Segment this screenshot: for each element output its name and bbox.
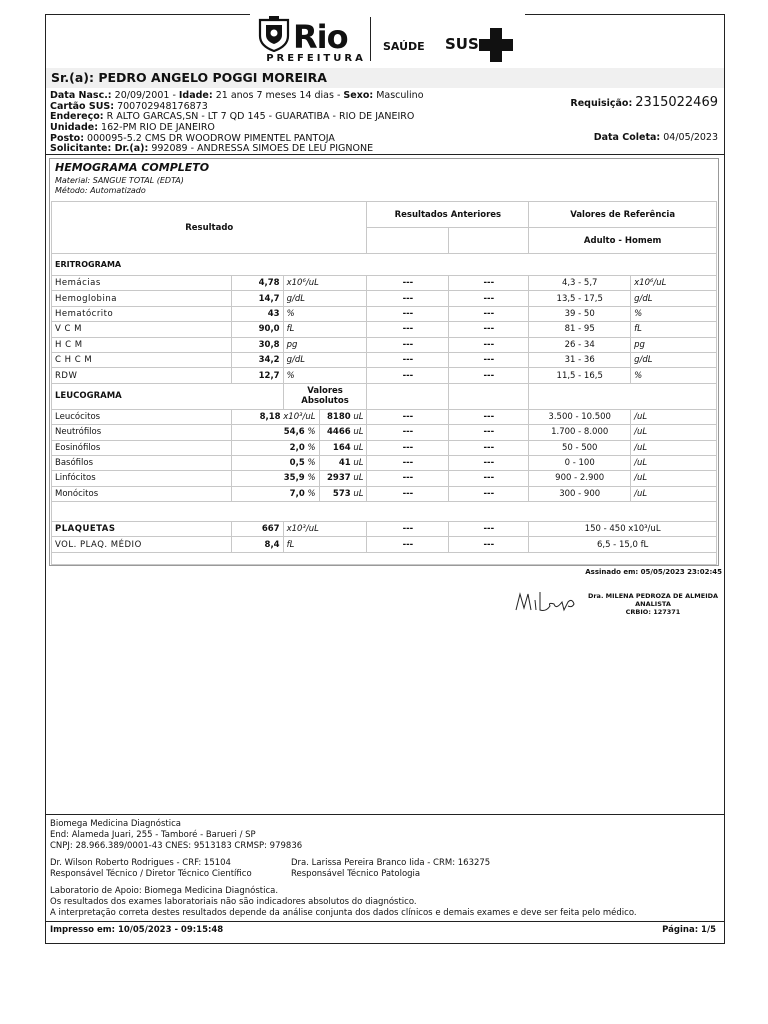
prev-result-1: --- (367, 409, 449, 424)
test-value: 90,0 (231, 322, 283, 337)
leucograma-header-row (52, 383, 717, 409)
ref-range: 50 - 500 (529, 440, 631, 455)
test-unit: % (307, 442, 316, 453)
test-unit: pg (283, 337, 367, 352)
leuco-prev-1-blank (367, 383, 449, 409)
test-value: 2,0 (289, 442, 305, 453)
footer-lab: Biomega Medicina Diagnóstica (50, 819, 181, 829)
footer-resp2-role: Responsável Técnico Patologia (291, 869, 421, 879)
ref-range: 81 - 95 (529, 322, 631, 337)
eritro-row (52, 337, 717, 352)
patient-name-label: Sr.(a): (51, 70, 94, 85)
sus-cross-icon (479, 28, 513, 62)
eritro-row (52, 322, 717, 337)
test-value: 8,18 (259, 411, 281, 422)
exam-material: Material: SANGUE TOTAL (EDTA) (55, 176, 184, 185)
ref-range: 150 - 450 x10³/uL (529, 522, 717, 537)
test-unit: x10³/uL (283, 522, 367, 537)
test-unit: % (307, 473, 316, 484)
col-referencia-header: Valores de Referência (529, 202, 717, 228)
endereco-label: Endereço: (50, 111, 104, 122)
test-value-cell (231, 486, 319, 501)
signatory-block (586, 592, 720, 616)
abs-value: 4466 (326, 427, 351, 438)
results-table (51, 201, 717, 565)
ref-group: Adulto - Homem (529, 228, 717, 254)
test-name: Hemácias (52, 276, 232, 291)
data-nasc-label: Data Nasc.: (50, 90, 112, 101)
footer-note1: Os resultados dos exames laboratoriais não são indicadores absolutos do diagnóstico. (50, 897, 417, 907)
prev-result-2: --- (449, 440, 529, 455)
sexo-value: Masculino (376, 90, 424, 101)
page-number: Página: 1/5 (662, 925, 716, 935)
plaq-row (52, 537, 717, 552)
idade-label: Idade: (178, 90, 213, 101)
ref-unit: /uL (631, 425, 717, 440)
test-unit: % (283, 306, 367, 321)
prev-result-1: --- (367, 455, 449, 470)
eritro-row (52, 352, 717, 367)
footer-resp1: Dr. Wilson Roberto Rodrigues - CRF: 15104 (50, 858, 231, 868)
signatory-name: Dra. MILENA PEDROZA DE ALMEIDA (587, 592, 719, 600)
ref-unit: g/dL (631, 352, 717, 367)
prev-result-2: --- (449, 471, 529, 486)
test-name: C H C M (52, 352, 232, 367)
exam-title: HEMOGRAMA COMPLETO (55, 161, 210, 174)
leuco-row (52, 486, 717, 501)
prev-col-2 (449, 228, 529, 254)
ref-unit: /uL (631, 409, 717, 424)
test-unit: fL (283, 322, 367, 337)
eritro-row (52, 368, 717, 383)
prev-result-1: --- (367, 322, 449, 337)
prev-result-2: --- (449, 425, 529, 440)
test-value: 4,78 (231, 276, 283, 291)
ref-unit: fL (631, 322, 717, 337)
test-value: 34,2 (231, 352, 283, 367)
prev-result-2: --- (449, 486, 529, 501)
patient-name: PEDRO ANGELO POGGI MOREIRA (98, 70, 327, 85)
test-value-cell (231, 455, 319, 470)
ref-unit: g/dL (631, 291, 717, 306)
ref-range: 6,5 - 15,0 fL (529, 537, 717, 552)
coleta-label: Data Coleta: (593, 132, 661, 143)
ref-unit: % (631, 306, 717, 321)
eritro-row (52, 306, 717, 321)
test-unit: fL (283, 537, 367, 552)
spacer-cell (52, 502, 717, 522)
ref-unit: x10⁶/uL (631, 276, 717, 291)
end-row (52, 552, 717, 564)
test-value: 35,9 (283, 473, 305, 484)
sexo-label: Sexo: (343, 90, 374, 101)
solicitante-label: Solicitante: Dr.(a): (50, 143, 149, 154)
prev-result-2: --- (449, 337, 529, 352)
abs-unit: uL (353, 458, 364, 469)
test-value: 14,7 (231, 291, 283, 306)
abs-unit: uL (353, 488, 364, 499)
prev-result-2: --- (449, 291, 529, 306)
test-name: Basófilos (52, 455, 232, 470)
signatory-crbio: CRBIO: 127371 (625, 608, 681, 616)
leuco-row (52, 409, 717, 424)
test-value: 8,4 (231, 537, 283, 552)
test-name: Neutrófilos (52, 425, 232, 440)
leucograma-title: LEUCOGRAMA (52, 383, 284, 409)
abs-value-cell (319, 471, 367, 486)
posto-value: 000095-5.2 CMS DR WOODROW PIMENTEL PANTOJA (87, 133, 335, 144)
abs-value-cell (319, 455, 367, 470)
abs-unit: uL (353, 411, 364, 422)
prev-result-2: --- (449, 306, 529, 321)
test-value: 43 (231, 306, 283, 321)
ref-unit: % (631, 368, 717, 383)
solicitante-value: 992089 - ANDRESSA SIMOES DE LEU PIGNONE (151, 143, 374, 154)
test-unit: g/dL (283, 352, 367, 367)
abs-value-cell (319, 486, 367, 501)
prev-result-1: --- (367, 352, 449, 367)
test-unit: % (307, 488, 316, 499)
test-value: 30,8 (231, 337, 283, 352)
data-nasc-value: 20/09/2001 (114, 90, 170, 101)
end-cell (52, 552, 717, 564)
leuco-row (52, 425, 717, 440)
abs-value-cell (319, 440, 367, 455)
requisicao (570, 95, 718, 110)
ref-range: 26 - 34 (529, 337, 631, 352)
ref-range: 900 - 2.900 (529, 471, 631, 486)
sus-wordmark: SUS (445, 35, 479, 53)
test-name: Hemoglobina (52, 291, 232, 306)
test-value-cell (231, 425, 319, 440)
unidade-value: 162-PM RIO DE JANEIRO (101, 122, 215, 133)
abs-value-cell (319, 409, 367, 424)
test-value: 12,7 (231, 368, 283, 383)
prev-result-2: --- (449, 276, 529, 291)
signed-at: Assinado em: 05/05/2023 23:02:45 (585, 568, 722, 576)
plaq-row (52, 522, 717, 537)
leuco-row (52, 455, 717, 470)
test-name: Linfócitos (52, 471, 232, 486)
leuco-ref-blank (529, 383, 717, 409)
prev-result-2: --- (449, 537, 529, 552)
test-name: Monócitos (52, 486, 232, 501)
cartao-label: Cartão SUS: (50, 101, 115, 112)
abs-value: 164 (332, 442, 351, 453)
prev-result-2: --- (449, 352, 529, 367)
test-name: Leucócitos (52, 409, 232, 424)
abs-value: 573 (332, 488, 351, 499)
data-coleta (594, 132, 718, 143)
prev-result-1: --- (367, 522, 449, 537)
prev-result-1: --- (367, 440, 449, 455)
ref-range: 4,3 - 5,7 (529, 276, 631, 291)
ref-unit: pg (631, 337, 717, 352)
prev-result-1: --- (367, 291, 449, 306)
test-value: 7,0 (289, 488, 305, 499)
endereco-value: R ALTO GARCAS,SN - LT 7 QD 145 - GUARATIBA - RIO DE JANEIRO (106, 111, 415, 122)
test-value: 667 (231, 522, 283, 537)
col-anteriores-header: Resultados Anteriores (367, 202, 529, 228)
ref-unit: /uL (631, 471, 717, 486)
logo-divider (370, 17, 371, 61)
handwritten-signature (512, 588, 582, 618)
requisicao-label: Requisição: (570, 98, 633, 109)
test-unit: % (307, 458, 316, 469)
spacer-row (52, 502, 717, 522)
ref-range: 13,5 - 17,5 (529, 291, 631, 306)
prev-result-2: --- (449, 455, 529, 470)
test-unit: x10⁶/uL (283, 276, 367, 291)
requisicao-number: 2315022469 (635, 95, 718, 110)
exam-metodo: Método: Automatizado (55, 186, 146, 195)
prev-result-1: --- (367, 337, 449, 352)
prev-result-1: --- (367, 368, 449, 383)
cartao-value: 700702948176873 (117, 101, 208, 112)
test-unit: % (283, 368, 367, 383)
header-rule (46, 154, 724, 155)
footer-cnpj: CNPJ: 28.966.389/0001-43 CNES: 9513183 CRMSP: 979836 (50, 841, 303, 851)
patient-birth-line: Data Nasc.: 20/09/2001 - Idade: 21 anos 7 meses 14 dias - Sexo: Masculino (50, 90, 424, 101)
leuco-prev-2-blank (449, 383, 529, 409)
ref-range: 31 - 36 (529, 352, 631, 367)
eritro-row (52, 276, 717, 291)
prev-result-1: --- (367, 537, 449, 552)
prev-result-2: --- (449, 409, 529, 424)
prev-result-2: --- (449, 322, 529, 337)
test-name: RDW (52, 368, 232, 383)
footer-address: End: Alameda Juari, 255 - Tamboré - Barueri / SP (50, 830, 256, 840)
abs-value: 2937 (326, 473, 351, 484)
abs-unit: uL (353, 427, 364, 438)
ref-unit: /uL (631, 486, 717, 501)
test-name: Hematócrito (52, 306, 232, 321)
test-name: Eosinófilos (52, 440, 232, 455)
endereco-line (50, 111, 414, 122)
prev-col-1 (367, 228, 449, 254)
abs-value: 41 (338, 458, 351, 469)
idade-value: 21 anos 7 meses 14 dias (215, 90, 334, 101)
test-value: 54,6 (283, 427, 305, 438)
signatory-role: ANALISTA (635, 600, 671, 608)
posto-label: Posto: (50, 133, 85, 144)
eritrograma-title: ERITROGRAMA (52, 254, 717, 276)
test-name: V C M (52, 322, 232, 337)
patient-name-bar (46, 68, 724, 88)
unidade-line (50, 122, 215, 133)
solicitante-line (50, 143, 373, 154)
valores-absolutos-header: Valores Absolutos (283, 383, 367, 409)
saude-wordmark: SAÚDE (383, 40, 425, 53)
prefeitura-wordmark: PREFEITURA (266, 53, 366, 64)
test-value-cell (231, 440, 319, 455)
footer-resp2: Dra. Larissa Pereira Branco Iida - CRM: 163275 (291, 858, 491, 868)
ref-unit: /uL (631, 440, 717, 455)
header-logos (255, 14, 525, 70)
test-name: VOL. PLAQ. MÉDIO (52, 537, 232, 552)
ref-unit: /uL (631, 455, 717, 470)
abs-unit: uL (353, 473, 364, 484)
rio-wordmark: Rio (293, 18, 348, 56)
rio-coat-of-arms-icon (257, 16, 291, 52)
coleta-value: 04/05/2023 (663, 132, 718, 143)
footer-resp1-role: Responsável Técnico / Diretor Técnico Científico (50, 869, 252, 879)
test-name: PLAQUETAS (52, 522, 232, 537)
abs-value-cell (319, 425, 367, 440)
ref-range: 1.700 - 8.000 (529, 425, 631, 440)
test-unit: % (307, 427, 316, 438)
prev-result-1: --- (367, 486, 449, 501)
ref-range: 300 - 900 (529, 486, 631, 501)
eritro-row (52, 291, 717, 306)
prev-result-1: --- (367, 471, 449, 486)
leuco-row (52, 440, 717, 455)
test-name: H C M (52, 337, 232, 352)
abs-unit: uL (353, 442, 364, 453)
test-value: 0,5 (289, 458, 305, 469)
prev-result-1: --- (367, 276, 449, 291)
footer-apoio: Laboratorio de Apoio: Biomega Medicina Diagnóstica. (50, 886, 279, 896)
prev-result-2: --- (449, 368, 529, 383)
footer-note2: A interpretação correta destes resultados depende da análise conjunta dos dados clínicos e demais exames e deve ser feita pelo médico. (50, 908, 637, 918)
col-resultado-header: Resultado (52, 202, 367, 254)
ref-range: 11,5 - 16,5 (529, 368, 631, 383)
prev-result-1: --- (367, 425, 449, 440)
prev-result-1: --- (367, 306, 449, 321)
abs-value: 8180 (326, 411, 351, 422)
test-unit: x10³/uL (283, 411, 316, 422)
ref-range: 3.500 - 10.500 (529, 409, 631, 424)
ref-range: 39 - 50 (529, 306, 631, 321)
footer-rule-bottom (46, 921, 724, 922)
printed-at: Impresso em: 10/05/2023 - 09:15:48 (50, 925, 224, 935)
unidade-label: Unidade: (50, 122, 98, 133)
test-value-cell (231, 409, 319, 424)
footer-rule-top (46, 814, 724, 815)
ref-range: 0 - 100 (529, 455, 631, 470)
leuco-row (52, 471, 717, 486)
prev-result-2: --- (449, 522, 529, 537)
test-value-cell (231, 471, 319, 486)
test-unit: g/dL (283, 291, 367, 306)
